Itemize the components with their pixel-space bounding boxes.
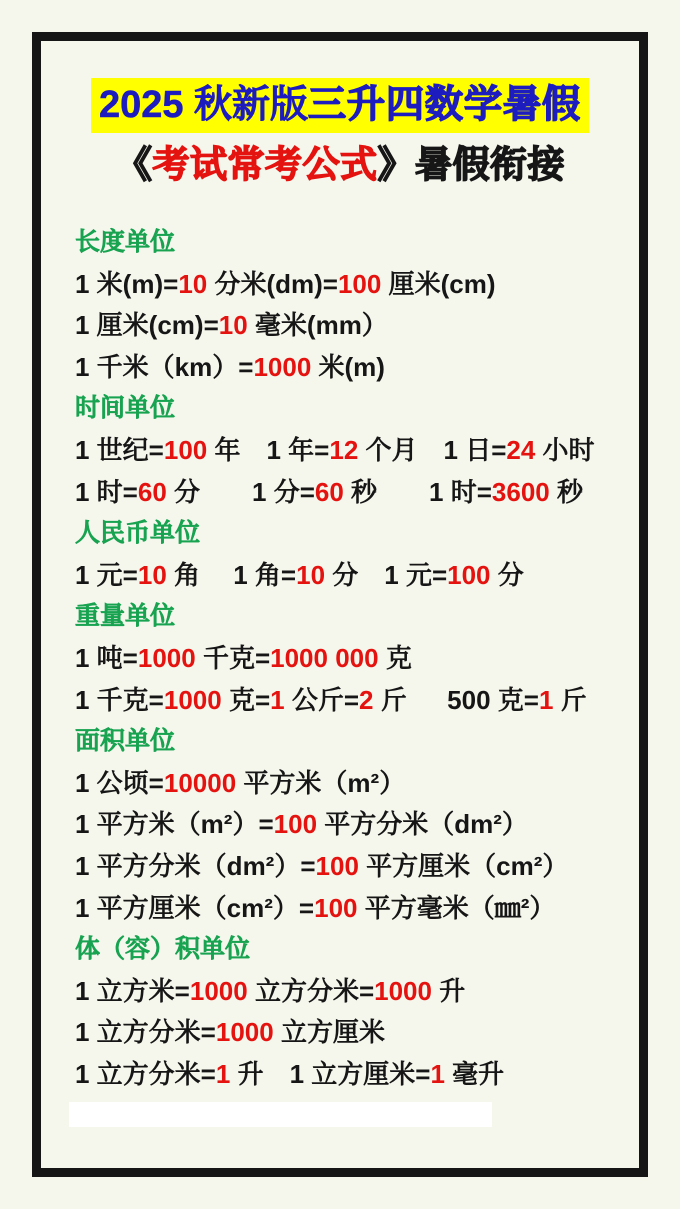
formula-text: 分 bbox=[490, 559, 524, 590]
formula-text: 1 立方分米= bbox=[75, 1058, 216, 1089]
formula-value: 1000 bbox=[137, 642, 196, 673]
subtitle-segment: 《 bbox=[115, 144, 153, 185]
formula-text: 分 1 分= bbox=[166, 476, 315, 507]
section-heading: 人民币单位 bbox=[75, 519, 201, 548]
formula-text: 1 厘米(cm)= bbox=[75, 310, 219, 341]
title-highlight bbox=[91, 78, 589, 133]
formula-value: 10 bbox=[218, 310, 248, 341]
formula-text: 平方米（m²） bbox=[236, 767, 406, 798]
formula-value: 1000 000 bbox=[270, 642, 379, 673]
formula-text: 斤 500 克= bbox=[373, 684, 539, 715]
formula-line bbox=[75, 305, 633, 347]
section-heading: 长度单位 bbox=[75, 228, 176, 256]
formula-text: 小时 bbox=[535, 434, 595, 465]
formula-text: 1 吨= bbox=[75, 642, 138, 673]
formula-value: 1 bbox=[430, 1058, 445, 1089]
title-banner bbox=[41, 78, 639, 133]
formula-value: 10 bbox=[178, 268, 208, 299]
formula-value: 1 bbox=[270, 684, 285, 715]
formula-line bbox=[75, 555, 633, 597]
formula-text: 1 千米（km）= bbox=[75, 351, 254, 382]
formula-text: 平方毫米（㎜²） bbox=[357, 892, 556, 923]
formula-text: 1 元= bbox=[75, 559, 138, 590]
formula-line bbox=[75, 1012, 633, 1054]
section-heading: 体（容）积单位 bbox=[75, 935, 251, 964]
section-heading: 时间单位 bbox=[75, 394, 176, 423]
formula-text: 1 世纪= bbox=[75, 434, 164, 465]
section bbox=[75, 929, 633, 1095]
formula-line bbox=[75, 264, 633, 306]
section-heading: 面积单位 bbox=[75, 727, 176, 756]
formula-text: 秒 bbox=[549, 476, 583, 507]
formula-line bbox=[75, 680, 633, 722]
title-segment: 三升四数学暑假 bbox=[308, 84, 582, 126]
subtitle-segment: 考试常考公式 bbox=[152, 144, 378, 185]
formula-value: 10 bbox=[137, 559, 167, 590]
formula-text: 升 bbox=[431, 975, 466, 1006]
formula-line bbox=[75, 971, 633, 1013]
subtitle bbox=[41, 141, 639, 189]
formula-value: 100 bbox=[337, 268, 382, 299]
formula-text: 毫升 bbox=[444, 1058, 505, 1089]
formula-line bbox=[75, 638, 633, 680]
formula-value: 1000 bbox=[374, 975, 432, 1006]
section-heading: 重量单位 bbox=[75, 602, 176, 631]
formula-text: 角 1 角= bbox=[166, 559, 297, 590]
formula-value: 60 bbox=[137, 476, 167, 507]
formula-text: 年 1 年= bbox=[207, 434, 330, 465]
formula-text: 斤 bbox=[553, 684, 587, 715]
formula-text: 1 时= bbox=[75, 476, 138, 507]
formula-value: 24 bbox=[506, 434, 536, 465]
section bbox=[75, 596, 633, 721]
formula-text: 克= bbox=[221, 684, 271, 715]
formula-line bbox=[75, 804, 633, 846]
formula-line bbox=[75, 347, 633, 389]
subtitle-segment: 》暑假衔接 bbox=[377, 144, 565, 185]
formula-text: 1 立方米= bbox=[75, 975, 190, 1006]
formula-text: 毫米(mm） bbox=[247, 310, 388, 341]
formula-value: 100 bbox=[163, 434, 208, 465]
formula-line bbox=[75, 430, 633, 472]
formula-text: 分 1 元= bbox=[325, 559, 448, 590]
formula-value: 1000 bbox=[189, 975, 248, 1006]
formula-value: 100 bbox=[315, 850, 359, 881]
formula-value: 10000 bbox=[163, 767, 237, 798]
formula-text: 个月 1 日= bbox=[358, 434, 507, 465]
title-segment: 2025 秋新版 bbox=[98, 84, 309, 126]
formula-text: 公斤= bbox=[284, 684, 360, 715]
formula-value: 1 bbox=[538, 684, 554, 715]
formula-text: 1 平方米（m²）= bbox=[75, 809, 274, 840]
formula-text: 立方分米= bbox=[247, 975, 375, 1006]
formula-text: 平方厘米（cm²） bbox=[358, 850, 569, 881]
formula-text: 1 立方分米= bbox=[75, 1017, 216, 1048]
section bbox=[75, 721, 633, 929]
formula-value: 100 bbox=[314, 892, 358, 923]
formula-text: 1 公顷= bbox=[75, 767, 164, 798]
formula-value: 1000 bbox=[253, 351, 312, 382]
formula-text: 米(m) bbox=[311, 351, 385, 382]
formula-line bbox=[75, 472, 633, 514]
formula-text: 1 平方厘米（cm²）= bbox=[75, 892, 315, 923]
formula-line bbox=[75, 763, 633, 805]
formula-text: 秒 1 时= bbox=[343, 476, 492, 507]
formula-text: 分米(dm)= bbox=[207, 268, 338, 299]
formula-value: 60 bbox=[314, 476, 344, 507]
blank-strip bbox=[69, 1102, 492, 1127]
formula-text: 千克= bbox=[195, 642, 271, 673]
formula-value: 1000 bbox=[163, 684, 222, 715]
formula-value: 100 bbox=[447, 559, 491, 590]
formula-value: 100 bbox=[273, 809, 318, 840]
section bbox=[75, 222, 633, 388]
formula-value: 1000 bbox=[215, 1017, 274, 1048]
formula-text: 平方分米（dm²） bbox=[317, 809, 528, 840]
formula-sections bbox=[41, 222, 639, 1095]
formula-value: 10 bbox=[296, 559, 326, 590]
formula-text: 克 bbox=[378, 642, 412, 673]
formula-line bbox=[75, 846, 633, 888]
formula-value: 1 bbox=[215, 1058, 231, 1089]
section bbox=[75, 388, 633, 513]
formula-text: 升 1 立方厘米= bbox=[230, 1058, 431, 1089]
formula-line bbox=[75, 1054, 633, 1096]
formula-text: 1 米(m)= bbox=[75, 268, 179, 299]
formula-text: 1 平方分米（dm²）= bbox=[75, 850, 316, 881]
formula-text: 厘米(cm) bbox=[381, 268, 496, 299]
formula-text: 1 千克= bbox=[75, 684, 164, 715]
formula-value: 12 bbox=[329, 434, 359, 465]
formula-text: 立方厘米 bbox=[273, 1017, 385, 1048]
formula-line bbox=[75, 888, 633, 930]
formula-value: 3600 bbox=[491, 476, 550, 507]
poster-frame bbox=[32, 32, 648, 1177]
section bbox=[75, 513, 633, 596]
formula-value: 2 bbox=[359, 684, 374, 715]
